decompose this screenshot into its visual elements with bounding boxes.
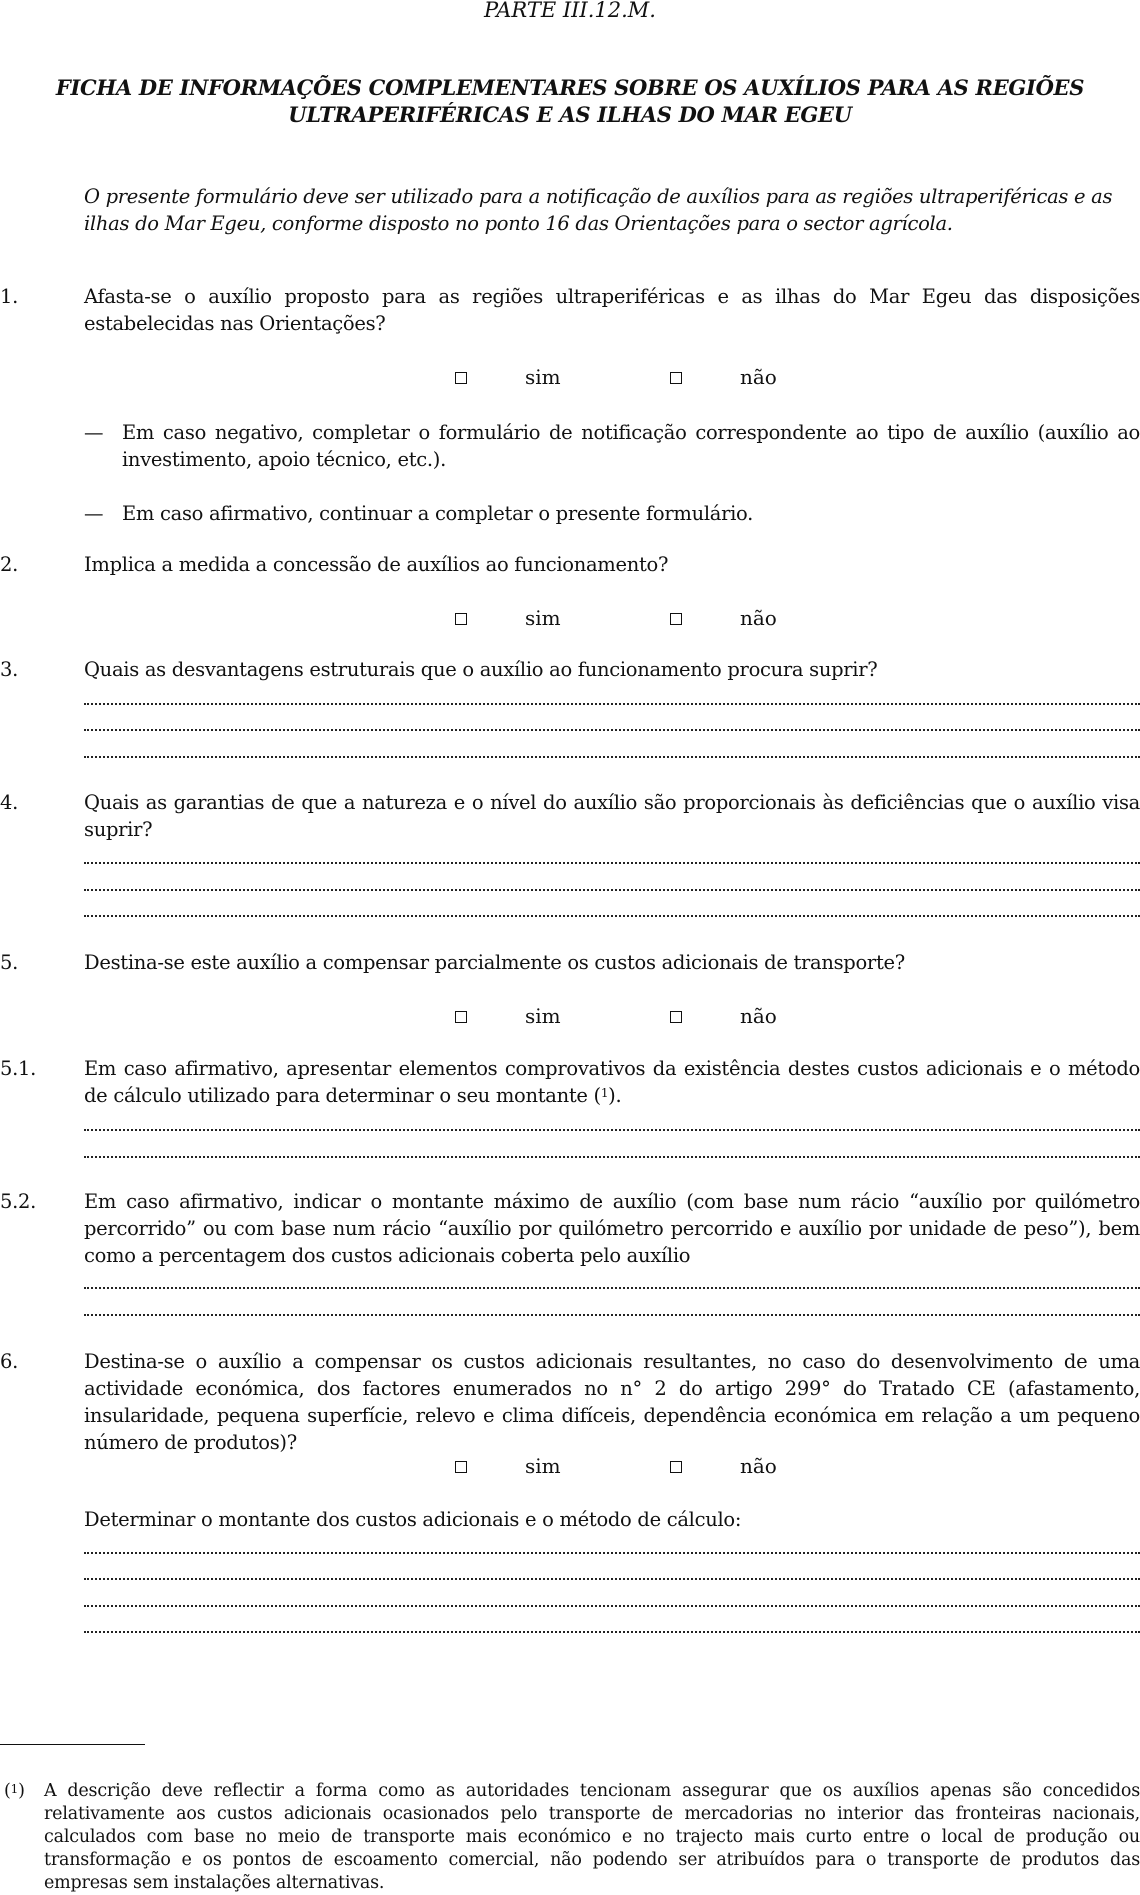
answer-line[interactable]	[84, 1129, 1140, 1131]
option-no-label: não	[740, 1004, 777, 1028]
option-yes-label: sim	[525, 1454, 561, 1478]
option-no-label: não	[740, 1454, 777, 1478]
followup-text: Determinar o montante dos custos adicionais e o método de cálculo:	[84, 1508, 742, 1531]
checkbox-yes[interactable]	[455, 372, 467, 384]
answer-line[interactable]	[84, 862, 1140, 864]
note-text: Em caso afirmativo, continuar a completar o presente formulário.	[122, 502, 754, 525]
footnote	[0, 1780, 1140, 1895]
question-2	[0, 551, 1140, 578]
question-4	[0, 789, 1140, 843]
question-number: 5.2.	[0, 1190, 37, 1213]
answer-line[interactable]	[84, 1156, 1140, 1158]
yes-no-q2	[0, 604, 1140, 634]
note-text: Em caso negativo, completar o formulário de notificação correspondente ao tipo de auxílio (auxílio ao investimento, apoio técnico, etc.).	[122, 421, 1140, 471]
question-5	[0, 949, 1140, 976]
dash-mark: —	[84, 502, 104, 525]
question-text-main: Em caso afirmativo, apresentar elementos comprovativos da existência destes custos adicionais e o método de cálculo utilizado para determinar o seu montante (	[84, 1057, 1140, 1107]
option-yes-label: sim	[525, 365, 561, 389]
question-text	[84, 1055, 1140, 1109]
note-negative	[84, 419, 1140, 473]
question-number: 1.	[0, 285, 19, 308]
checkbox-no[interactable]	[670, 1461, 682, 1473]
question-number: 2.	[0, 553, 19, 576]
option-yes-label: sim	[525, 1004, 561, 1028]
checkbox-yes[interactable]	[455, 613, 467, 625]
footnote-text: A descrição deve reflectir a forma como as autoridades tencionam assegurar que os auxílios apenas são concedidos relativamente aos custos adicionais ocasionados pelo transporte de mercadorias no interior das fronteiras nacionais, calculados com base no meio de transporte mais económico e no trajecto mais curto entre o local de produção ou transformação e os pontos de escoamento comercial, não podendo ser atribuídos para o transporte de produtos das empresas sem instalações alternativas.	[44, 1781, 1140, 1893]
question-6	[0, 1348, 1140, 1456]
footnote-paren-close: )	[18, 1781, 25, 1801]
answer-line[interactable]	[84, 1314, 1140, 1316]
dash-mark: —	[84, 421, 104, 444]
question-5-1	[0, 1055, 1140, 1109]
answer-line[interactable]	[84, 703, 1140, 705]
question-number: 3.	[0, 658, 19, 681]
answer-line[interactable]	[84, 1287, 1140, 1289]
footnote-paren-open: (	[4, 1781, 11, 1801]
question-number: 6.	[0, 1350, 19, 1373]
question-number: 4.	[0, 791, 19, 814]
answer-line[interactable]	[84, 915, 1140, 917]
answer-line[interactable]	[84, 1552, 1140, 1554]
footnote-divider	[0, 1744, 145, 1745]
answer-line[interactable]	[84, 1578, 1140, 1580]
question-3	[0, 656, 1140, 683]
question-text-end: ).	[608, 1084, 622, 1107]
checkbox-yes[interactable]	[455, 1011, 467, 1023]
question-6-followup	[0, 1506, 1140, 1533]
answer-line[interactable]	[84, 756, 1140, 758]
question-text: Implica a medida a concessão de auxílios ao funcionamento?	[84, 553, 669, 576]
answer-line[interactable]	[84, 1631, 1140, 1633]
checkbox-no[interactable]	[670, 613, 682, 625]
answer-line[interactable]	[84, 889, 1140, 891]
option-no-label: não	[740, 606, 777, 630]
question-number: 5.	[0, 951, 19, 974]
question-number: 5.1.	[0, 1057, 37, 1080]
option-no-label: não	[740, 365, 777, 389]
part-label: PARTE III.12.M.	[484, 0, 656, 22]
yes-no-q6	[0, 1452, 1140, 1482]
option-yes-label: sim	[525, 606, 561, 630]
question-5-2	[0, 1188, 1140, 1269]
answer-line[interactable]	[84, 729, 1140, 731]
question-text: Quais as desvantagens estruturais que o auxílio ao funcionamento procura suprir?	[84, 658, 878, 681]
form-title: FICHA DE INFORMAÇÕES COMPLEMENTARES SOBRE OS AUXÍLIOS PARA AS REGIÕES ULTRAPERIFÉRICAS E AS ILHAS DO MAR EGEU	[55, 75, 1085, 127]
footnote-reference[interactable]: 1	[600, 1086, 609, 1100]
note-positive	[84, 500, 1140, 527]
yes-no-q5	[0, 1002, 1140, 1032]
yes-no-q1	[0, 363, 1140, 393]
question-text: Afasta-se o auxílio proposto para as regiões ultraperiféricas e as ilhas do Mar Egeu das disposições estabelecidas nas Orientações?	[84, 285, 1140, 335]
question-text: Em caso afirmativo, indicar o montante máximo de auxílio (com base num rácio “auxílio por quilómetro percorrido” ou com base num rácio “auxílio por quilómetro percorrido e auxílio por unidade de peso”), bem como a percentagem dos custos adicionais coberta pelo auxílio	[84, 1190, 1140, 1267]
checkbox-no[interactable]	[670, 372, 682, 384]
question-1	[0, 283, 1140, 337]
footnote-number	[4, 1780, 25, 1803]
intro-paragraph: O presente formulário deve ser utilizado para a notificação de auxílios para as regiões ultraperiféricas e as ilhas do Mar Egeu, conforme disposto no ponto 16 das Orientações para o sector agrícola.	[84, 185, 1113, 235]
question-text: Quais as garantias de que a natureza e o nível do auxílio são proporcionais às deficiências que o auxílio visa suprir?	[84, 791, 1140, 841]
footnote-number-value: 1	[10, 1782, 19, 1796]
question-text: Destina-se este auxílio a compensar parcialmente os custos adicionais de transporte?	[84, 951, 905, 974]
answer-line[interactable]	[84, 1605, 1140, 1607]
checkbox-no[interactable]	[670, 1011, 682, 1023]
checkbox-yes[interactable]	[455, 1461, 467, 1473]
question-text: Destina-se o auxílio a compensar os custos adicionais resultantes, no caso do desenvolvimento de uma actividade económica, dos factores enumerados no n° 2 do artigo 299° do Tratado CE (afastamento, insularidade, pequena superfície, relevo e clima difíceis, dependência económica em relação a um pequeno número de produtos)?	[84, 1350, 1140, 1454]
